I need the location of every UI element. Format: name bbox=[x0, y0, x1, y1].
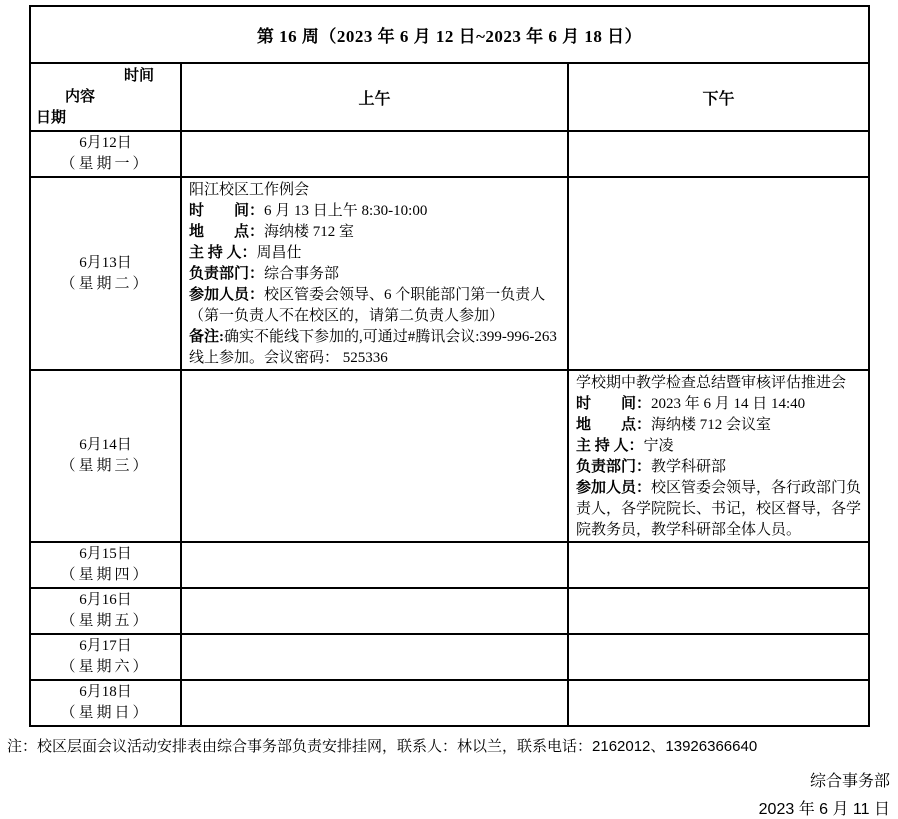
cell-jun16-morning bbox=[181, 588, 568, 634]
cell-jun15-afternoon bbox=[568, 542, 869, 588]
event-place-line: 地 点：海纳楼 712 会议室 bbox=[576, 417, 772, 433]
weekly-schedule-table bbox=[29, 5, 870, 727]
title-row bbox=[30, 6, 869, 63]
day-row-jun17 bbox=[30, 634, 869, 680]
date-cell-jun18 bbox=[30, 680, 181, 726]
day-row-jun14 bbox=[30, 370, 869, 542]
cell-jun13-morning bbox=[181, 177, 568, 370]
corner-label-time: 时间 bbox=[123, 67, 154, 84]
day-row-jun13 bbox=[30, 177, 869, 370]
event-teaching-inspection-meeting bbox=[576, 373, 862, 541]
date-label: 6月17日 bbox=[79, 638, 132, 654]
signature-department: 综合事务部 bbox=[809, 773, 890, 790]
weekday-label: （星期三） bbox=[60, 458, 151, 474]
cell-jun18-afternoon bbox=[568, 680, 869, 726]
date-label: 6月15日 bbox=[79, 546, 132, 562]
footer-note: 注：校区层面会议活动安排表由综合事务部负责安排挂网，联系人：林以兰，联系电话：2162012、13926366640 bbox=[7, 738, 758, 755]
date-cell-jun12 bbox=[30, 131, 181, 177]
cell-jun17-morning bbox=[181, 634, 568, 680]
day-row-jun16 bbox=[30, 588, 869, 634]
date-label: 6月14日 bbox=[79, 437, 132, 453]
date-label: 6月13日 bbox=[79, 254, 132, 271]
event-title: 学校期中教学检查总结暨审核评估推进会 bbox=[576, 375, 847, 391]
corner-label-content: 内容 bbox=[65, 88, 96, 105]
weekday-label: （星期一） bbox=[60, 156, 151, 172]
date-label: 6月18日 bbox=[79, 684, 132, 700]
date-cell-jun13 bbox=[30, 177, 181, 370]
cell-jun12-morning bbox=[181, 131, 568, 177]
date-cell-jun14 bbox=[30, 370, 181, 542]
cell-jun13-afternoon bbox=[568, 177, 869, 370]
event-attendees-line: 参加人员：校区管委会领导，各行政部门负责人，各学院院长、书记，校区督导，各学院教务员，教学科研部全体人员。 bbox=[576, 480, 862, 538]
event-time-line: 时 间：2023 年 6 月 14 日 14:40 bbox=[576, 396, 806, 412]
cell-jun14-morning bbox=[181, 370, 568, 542]
event-yangjiang-meeting bbox=[189, 180, 561, 369]
day-row-jun15 bbox=[30, 542, 869, 588]
cell-jun15-morning bbox=[181, 542, 568, 588]
date-label: 6月12日 bbox=[79, 135, 132, 151]
cell-jun17-afternoon bbox=[568, 634, 869, 680]
cell-jun18-morning bbox=[181, 680, 568, 726]
cell-jun16-afternoon bbox=[568, 588, 869, 634]
weekday-label: （星期四） bbox=[60, 567, 151, 583]
event-host-line: 主 持 人：宁凌 bbox=[576, 438, 674, 454]
event-attendees-line: 参加人员：校区管委会领导、6 个职能部门第一负责人（第一负责人不在校区的，请第二负责人参加） bbox=[189, 287, 546, 324]
corner-label-date: 日期 bbox=[36, 109, 67, 126]
date-cell-jun15 bbox=[30, 542, 181, 588]
weekday-label: （星期二） bbox=[60, 275, 151, 292]
header-row bbox=[30, 63, 869, 131]
event-department-line: 负责部门：综合事务部 bbox=[189, 266, 340, 282]
column-header-morning: 上午 bbox=[181, 63, 568, 131]
cell-jun12-afternoon bbox=[568, 131, 869, 177]
date-cell-jun16 bbox=[30, 588, 181, 634]
weekday-label: （星期六） bbox=[60, 659, 151, 675]
column-header-afternoon: 下午 bbox=[568, 63, 869, 131]
page-title: 第 16 周（2023 年 6 月 12 日~2023 年 6 月 18 日） bbox=[30, 6, 869, 63]
weekday-label: （星期日） bbox=[60, 705, 151, 721]
signature-date: 2023 年 6 月 11 日 bbox=[758, 801, 890, 818]
date-label: 6月16日 bbox=[79, 592, 132, 608]
corner-header-cell bbox=[30, 63, 181, 131]
event-title: 阳江校区工作例会 bbox=[189, 182, 310, 198]
date-cell-jun17 bbox=[30, 634, 181, 680]
event-time-line: 时 间：6 月 13 日上午 8:30-10:00 bbox=[189, 203, 428, 219]
weekday-label: （星期五） bbox=[60, 613, 151, 629]
event-remark-line: 备注:确实不能线下参加的,可通过#腾讯会议:399-996-263 线上参加。会议密码： 525336 bbox=[189, 329, 557, 366]
weekly-schedule-document bbox=[0, 5, 898, 818]
event-place-line: 地 点：海纳楼 712 室 bbox=[189, 224, 355, 240]
day-row-jun12 bbox=[30, 131, 869, 177]
event-department-line: 负责部门：教学科研部 bbox=[576, 459, 727, 475]
event-host-line: 主 持 人：周昌仕 bbox=[189, 245, 302, 261]
day-row-jun18 bbox=[30, 680, 869, 726]
cell-jun14-afternoon bbox=[568, 370, 869, 542]
